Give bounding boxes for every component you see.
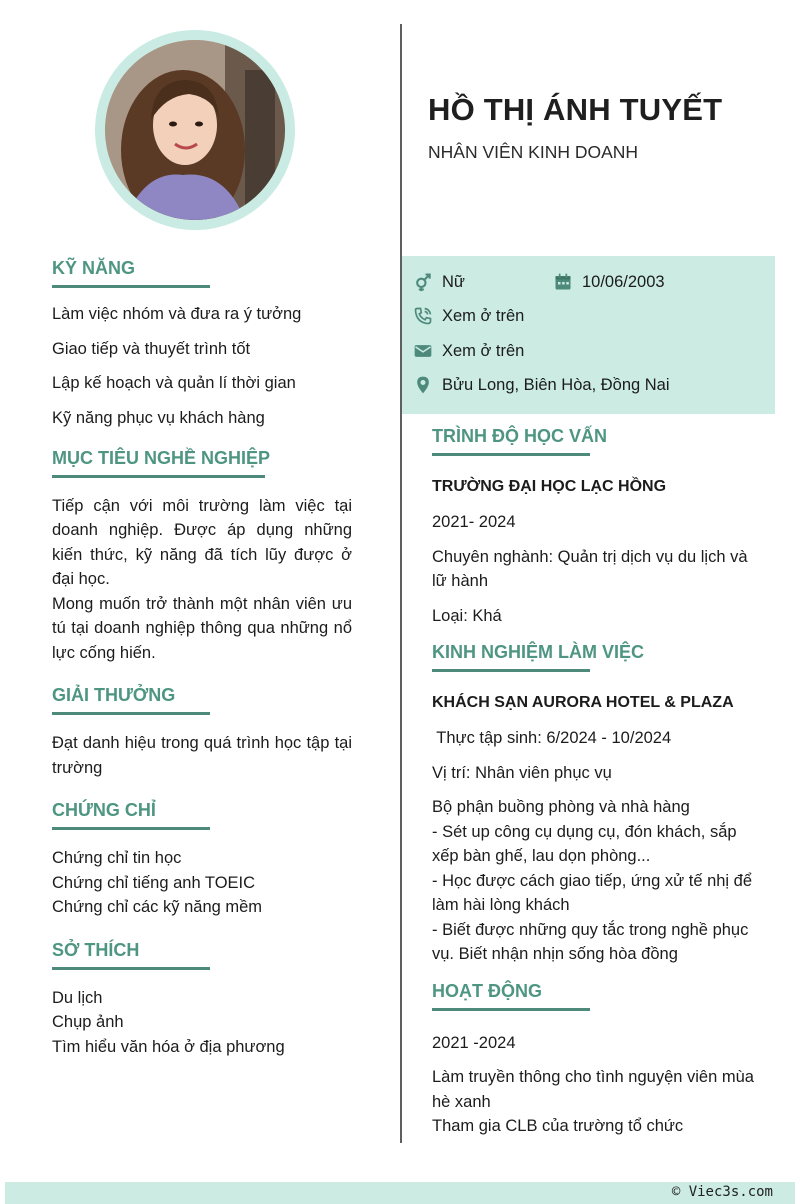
skill-item: Làm việc nhóm và đưa ra ý tưởng (52, 305, 302, 323)
education-school: TRƯỜNG ĐẠI HỌC LẠC HỒNG (432, 478, 667, 495)
certificates-section (52, 800, 352, 920)
skills-section (52, 258, 352, 428)
certificate-item: Chứng chỉ các kỹ năng mềm (52, 898, 263, 916)
copyright-text: © Viec3s.com (671, 1184, 773, 1200)
activities-section (432, 981, 762, 1139)
contact-phone: Xem ở trên (412, 305, 524, 327)
envelope-icon (412, 340, 434, 362)
activities-title: HOẠT ĐỘNG (432, 981, 590, 1011)
contact-birthdate: 10/06/2003 (552, 271, 665, 293)
hobby-item: Chụp ảnh (52, 1013, 124, 1031)
gender-icon (412, 271, 434, 293)
experience-section (432, 642, 762, 967)
contact-gender: Nữ (412, 271, 465, 293)
activity-item: Tham gia CLB của trường tổ chức (432, 1117, 684, 1135)
skill-item: Giao tiếp và thuyết trình tốt (52, 339, 251, 358)
contact-email: Xem ở trên (412, 340, 524, 362)
objective-title: MỤC TIÊU NGHỀ NGHIỆP (52, 448, 265, 478)
avatar-photo (105, 40, 285, 220)
education-major: Chuyên nghành: Quản trị dịch vụ du lịch và lữ hành (432, 547, 748, 590)
skill-item: Kỹ năng phục vụ khách hàng (52, 408, 265, 427)
experience-detail: - Sét up công cụ dụng cụ, đón khách, sắp xếp bàn ghế, lau dọn phòng... (432, 822, 737, 865)
certificates-title: CHỨNG CHỈ (52, 800, 210, 830)
education-section (432, 426, 762, 628)
left-column (52, 258, 352, 1079)
avatar (105, 40, 285, 220)
experience-detail: Bộ phận buồng phòng và nhà hàng (432, 798, 690, 816)
candidate-role: NHÂN VIÊN KINH DOANH (428, 142, 639, 162)
objective-section (52, 448, 352, 666)
footer-bar (5, 1182, 795, 1204)
hobby-item: Du lịch (52, 988, 103, 1007)
calendar-icon (552, 271, 574, 293)
right-column (432, 426, 762, 1153)
contact-address: Bửu Long, Biên Hòa, Đồng Nai (412, 374, 670, 396)
location-pin-icon (412, 374, 434, 396)
education-grade: Loại: Khá (432, 606, 502, 625)
hobby-item: Tìm hiểu văn hóa ở địa phương (52, 1037, 285, 1056)
contact-panel (402, 256, 775, 414)
experience-detail: - Học được cách giao tiếp, ứng xử tế nhị để làm hài lòng khách (432, 871, 753, 914)
awards-title: GIẢI THƯỞNG (52, 685, 210, 715)
column-divider (400, 24, 402, 1143)
objective-text-1: Tiếp cận với môi trường làm việc tại doanh nghiệp. Được áp dụng những kiến thức, kỹ năng đã tích lũy được ở đại học. (52, 496, 352, 588)
hobbies-title: SỞ THÍCH (52, 940, 210, 970)
avatar-ring (95, 30, 295, 230)
experience-company: KHÁCH SẠN AURORA HOTEL & PLAZA (432, 694, 734, 711)
education-period: 2021- 2024 (432, 513, 516, 531)
experience-detail: - Biết được những quy tắc trong nghề phục vụ. Biết nhận nhịn sống hòa đồng (432, 920, 749, 963)
education-title: TRÌNH ĐỘ HỌC VẤN (432, 426, 590, 456)
skills-title: KỸ NĂNG (52, 258, 210, 288)
awards-section (52, 685, 352, 780)
experience-period: Thực tập sinh: 6/2024 - 10/2024 (432, 729, 672, 747)
skill-item: Lập kế hoạch và quản lí thời gian (52, 374, 296, 392)
certificate-item: Chứng chỉ tin học (52, 849, 182, 867)
activity-item: Làm truyền thông cho tình nguyện viên mùa hè xanh (432, 1068, 754, 1111)
candidate-name: HỒ THỊ ÁNH TUYẾT (428, 92, 723, 127)
hobbies-section (52, 940, 352, 1060)
activities-period: 2021 -2024 (432, 1033, 516, 1052)
phone-icon (412, 305, 434, 327)
experience-title: KINH NGHIỆM LÀM VIỆC (432, 642, 590, 672)
objective-text-2: Mong muốn trở thành một nhân viên ưu tú tại doanh nghiệp thông qua những nổ lực cống hiến. (52, 594, 352, 662)
experience-position: Vị trí: Nhân viên phục vụ (432, 763, 612, 782)
certificate-item: Chứng chỉ tiếng anh TOEIC (52, 873, 256, 892)
awards-text: Đạt danh hiệu trong quá trình học tập tại trường (52, 734, 352, 777)
